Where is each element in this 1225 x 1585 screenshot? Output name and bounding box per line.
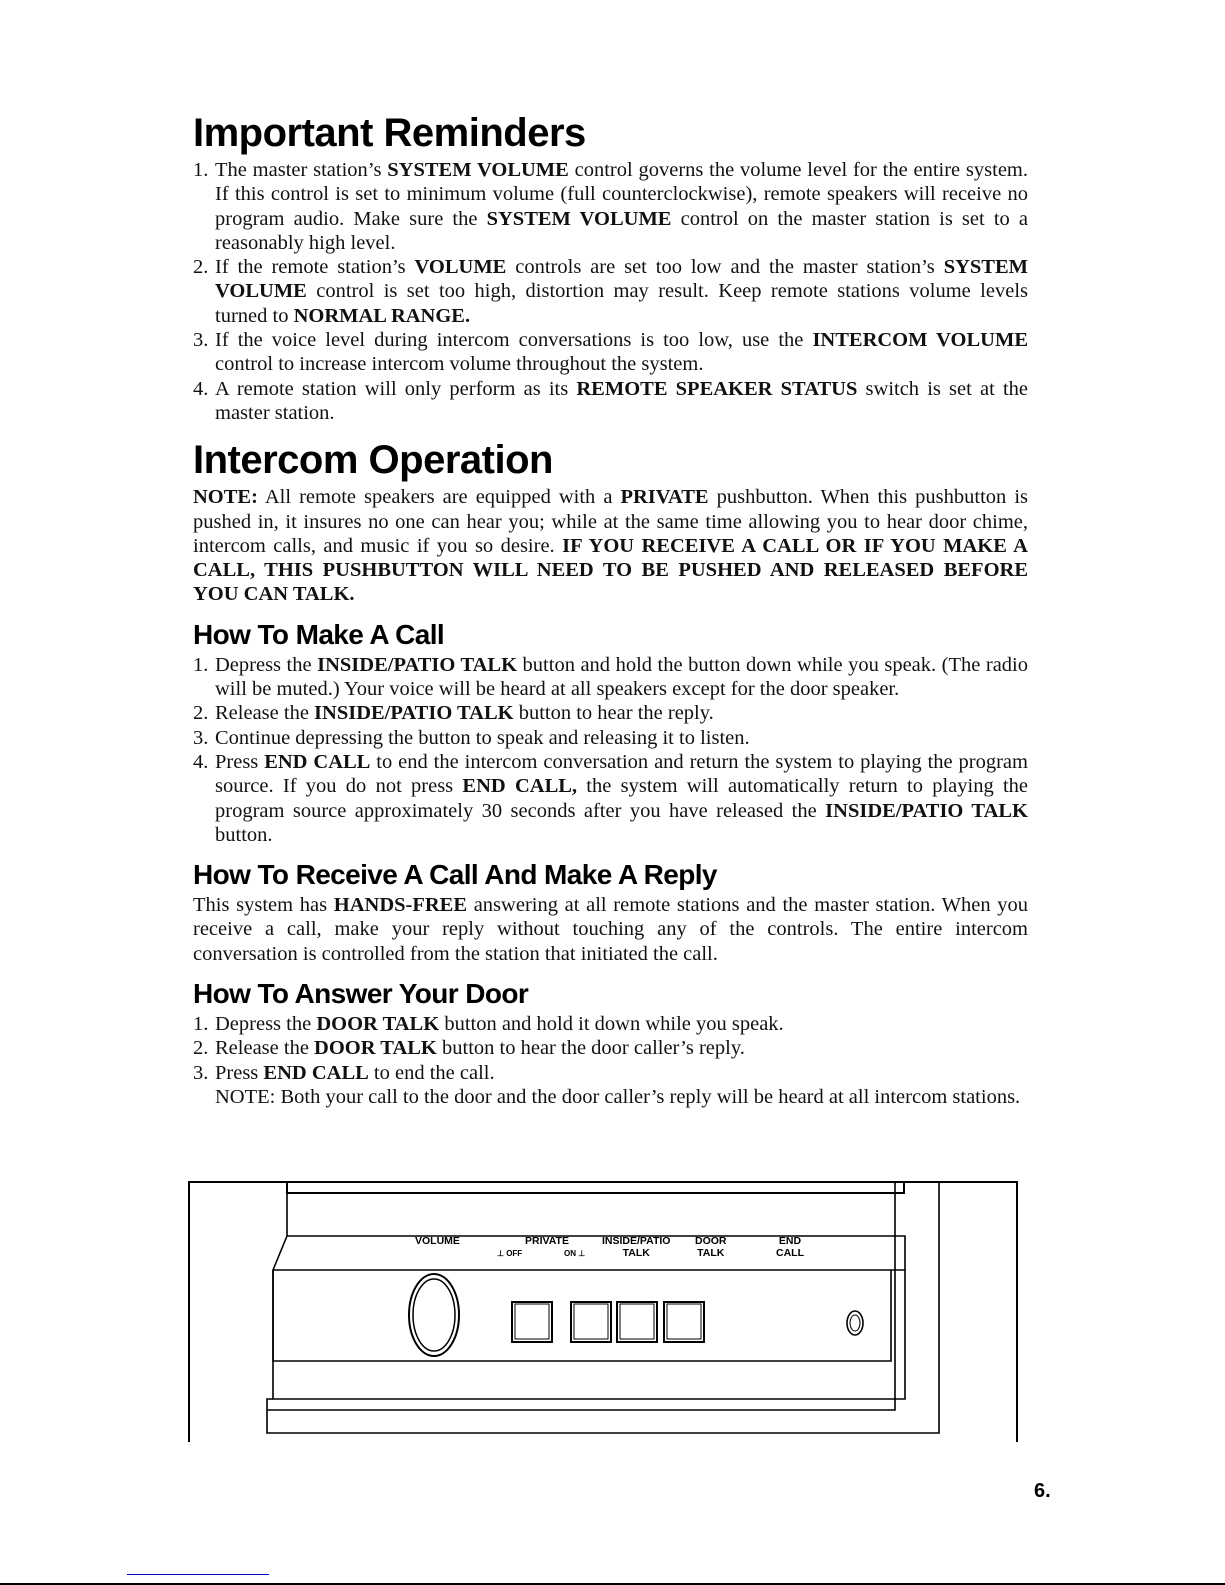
list-item: 2. If the remote station’s VOLUME controls are set too low and the master station’s SYSTEM VOLUME control is set too high, distortion may result. Keep remote stations volume levels turned to NORMAL RANGE.: [193, 256, 1028, 327]
inside-patio-talk-button: [571, 1302, 611, 1342]
panel-label-end-call: [776, 1235, 804, 1259]
page-number: 6.: [1034, 1480, 1051, 1502]
door-talk-line-1: DOOR: [695, 1235, 727, 1247]
inner-frame-right: [267, 1182, 895, 1410]
top-strip: [287, 1182, 904, 1193]
panel-label-door-talk: [695, 1235, 727, 1259]
bold-term: SYSTEM VOLUME: [387, 159, 569, 181]
receive-call-text: This system has HANDS-FREE answering at all remote stations and the master station. When you receive a call, make your reply without touching any of the controls. The entire intercom conversation is controlled from the station that initiated the call.: [193, 894, 1029, 965]
panel-label-volume: VOLUME: [415, 1235, 460, 1247]
bold-term: VOLUME: [414, 256, 507, 279]
bold-term: END CALL: [263, 1061, 369, 1084]
list-item: 1. Depress the INSIDE/PATIO TALK button and hold the button down while you speak. (The radio will be muted.) Your voice will be heard at all speakers except for the door speaker.: [193, 653, 1028, 701]
bold-term: INSIDE/PATIO TALK: [317, 653, 518, 676]
list-item: 2. Release the DOOR TALK button to hear the door caller’s reply.: [193, 1037, 745, 1060]
bold-term: NORMAL RANGE.: [293, 304, 471, 327]
base-frame: [267, 1182, 939, 1433]
master-station-panel-diagram: [187, 1180, 1019, 1442]
panel-outline-drawing: [187, 1180, 1019, 1442]
list-item-number: 3.: [193, 726, 209, 749]
volume-knob-icon: [409, 1274, 459, 1356]
end-call-line-2: CALL: [776, 1247, 804, 1259]
bold-term: DOOR TALK: [314, 1037, 437, 1060]
bold-term: INSIDE/PATIO TALK: [825, 799, 1028, 822]
bold-term: SYSTEM VOLUME: [215, 256, 1028, 303]
list-item: 4. Press END CALL to end the intercom conversation and return the system to playing the program source. If you do not press END CALL, the system will automatically return to playing the program source approximately 30 seconds after you have released the INSIDE/PATIO TALK button.: [193, 750, 1028, 846]
intercom-note: NOTE: All remote speakers are equipped with a PRIVATE pushbutton. When this pushbutton is pushed in, it insures no one can hear you; while at the same time allowing you to hear door chime, intercom calls, and music if you so desire. IF YOU RECEIVE A CALL OR IF YOU MAKE A CALL, THIS PUSHBUTTON WILL NEED TO BE PUSHED AND RELEASED BEFORE YOU CAN TALK.: [193, 486, 1028, 606]
list-item-number: 2.: [193, 702, 209, 725]
inside-patio-line-2: TALK: [622, 1247, 650, 1259]
list-item-number: 3.: [193, 1061, 209, 1084]
door-talk-line-2: TALK: [697, 1247, 725, 1259]
label-band: [273, 1193, 905, 1399]
reminders-list: [193, 158, 1028, 425]
list-item-number: 1.: [193, 159, 209, 181]
make-call-steps: [193, 653, 1028, 847]
panel-label-private-on: ON ⊥: [564, 1249, 586, 1258]
list-item: 4. A remote station will only perform as its REMOTE SPEAKER STATUS switch is set at the master station.: [193, 377, 1028, 424]
bold-term: INTERCOM VOLUME: [812, 329, 1028, 352]
list-item: 3. Press END CALL to end the call.: [193, 1061, 495, 1084]
outer-frame: [189, 1182, 1017, 1442]
list-item-number: 4.: [193, 377, 209, 400]
heading-make-a-call: How To Make A Call: [193, 618, 445, 650]
list-item-number: 1.: [193, 653, 209, 676]
end-call-line-1: END: [778, 1235, 802, 1247]
heading-intercom-operation: Intercom Operation: [193, 438, 553, 483]
bold-term: END CALL,: [462, 775, 578, 798]
bold-term: INSIDE/PATIO TALK: [314, 702, 514, 725]
list-item: 3. If the voice level during intercom conversations is too low, use the INTERCOM VOLUME control to increase intercom volume throughout the system.: [193, 329, 1028, 376]
panel-label-private-off: ⊥ OFF: [497, 1249, 523, 1258]
control-face: [273, 1270, 891, 1361]
panel-buttons: [512, 1302, 863, 1342]
indicator-led-icon: [847, 1311, 863, 1335]
end-call-button: [664, 1302, 704, 1342]
heading-receive-a-call: How To Receive A Call And Make A Reply: [193, 859, 717, 891]
door-talk-button: [617, 1302, 657, 1342]
inside-patio-line-1: INSIDE/PATIO: [602, 1235, 671, 1247]
private-button: [512, 1302, 552, 1342]
answer-door-steps: [193, 1012, 1028, 1085]
panel-label-private: PRIVATE: [525, 1235, 569, 1247]
list-item: 2. Release the INSIDE/PATIO TALK button to hear the reply.: [193, 702, 714, 725]
bold-term: HANDS-FREE: [333, 894, 468, 917]
list-item-number: 3.: [193, 329, 209, 352]
list-item-number: 2.: [193, 256, 209, 279]
bold-term: NOTE:: [193, 486, 258, 509]
bold-term: END CALL: [264, 750, 371, 773]
list-item-number: 4.: [193, 750, 209, 773]
bold-term: DOOR TALK: [316, 1013, 440, 1036]
list-item: 3. Continue depressing the button to speak and releasing it to listen.: [193, 726, 750, 749]
bold-term: IF YOU RECEIVE A CALL OR IF YOU MAKE A CALL, THIS PUSHBUTTON WILL NEED TO BE PUSHED AND RELEASED BEFORE YOU CAN TALK.: [193, 534, 1028, 606]
answer-door-note: NOTE: Both your call to the door and the door caller’s reply will be heard at all intercom stations.: [215, 1085, 1021, 1108]
list-item-number: 2.: [193, 1037, 209, 1060]
heading-answer-door: How To Answer Your Door: [193, 978, 529, 1010]
bold-term: SYSTEM VOLUME: [486, 207, 672, 230]
heading-important-reminders: Important Reminders: [193, 111, 586, 155]
list-item: 1. The master station’s SYSTEM VOLUME control governs the volume level for the entire system. If this control is set to minimum volume (full counterclockwise), remote speakers will receive no program audio. Make sure the SYSTEM VOLUME control on the master station is set to a reasonably high level.: [193, 159, 1029, 254]
list-item: 1. Depress the DOOR TALK button and hold it down while you speak.: [193, 1013, 784, 1036]
page-content: [193, 108, 1028, 1109]
panel-label-inside-patio: [602, 1235, 670, 1259]
list-item-number: 1.: [193, 1013, 209, 1036]
bold-term: REMOTE SPEAKER STATUS: [576, 377, 858, 400]
bold-term: PRIVATE: [620, 486, 709, 509]
blue-underline: [127, 1574, 269, 1575]
